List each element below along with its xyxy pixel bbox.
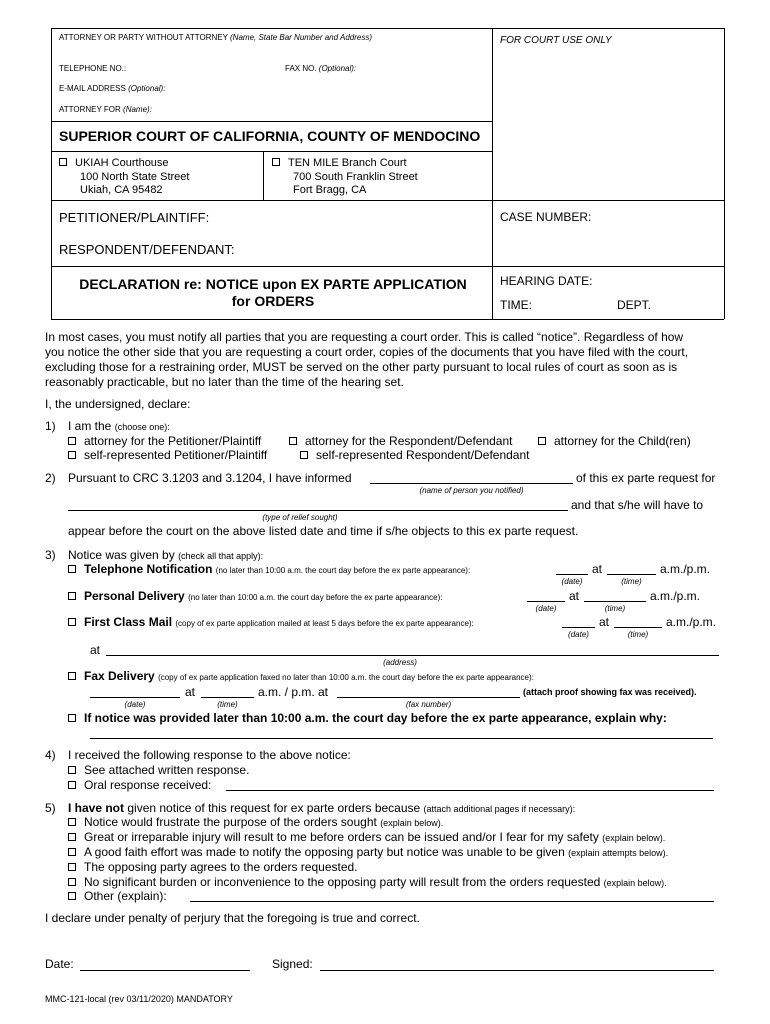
date-caption: (date): [535, 604, 557, 613]
checkbox[interactable]: [300, 451, 308, 459]
ampm-label: a.m./p.m.: [650, 589, 701, 603]
item2-text: Pursuant to CRC 3.1203 and 3.1204, I have informed: [68, 471, 352, 485]
oral-response-line[interactable]: [226, 790, 714, 791]
fax-delivery-option[interactable]: Fax Delivery (copy of ex parte application faxed no later than 10:00 a.m. the court day before the ex parte appearance):: [68, 669, 534, 683]
date-caption: (date): [561, 577, 583, 586]
fax-label: FAX NO. (Optional):: [285, 64, 357, 73]
notified-person-caption: (name of person you notified): [419, 486, 524, 495]
item1-opt-petitioner-attorney[interactable]: attorney for the Petitioner/Plaintiff: [68, 434, 261, 448]
hearing-date-label: HEARING DATE:: [500, 274, 593, 288]
declare-text: I, the undersigned, declare:: [45, 397, 191, 411]
item5-opt-good-faith[interactable]: A good faith effort was made to notify the opposing party but notice was unable to be given (explain attempts below).: [68, 845, 668, 859]
mail-date-line[interactable]: [562, 627, 595, 628]
personal-delivery-option[interactable]: Personal Delivery (no later than 10:00 a.m. the court day before the ex parte appearance):: [68, 589, 442, 603]
ukiah-courthouse-option[interactable]: UKIAH Courthouse 100 North State Street Ukiah, CA 95482: [59, 157, 189, 198]
time-caption: (time): [621, 577, 642, 586]
relief-line[interactable]: [68, 510, 568, 511]
tenmile-court-option[interactable]: TEN MILE Branch Court 700 South Franklin Street Fort Bragg, CA: [272, 157, 418, 198]
date-label: Date:: [45, 957, 74, 971]
checkbox[interactable]: [59, 158, 67, 166]
tel-time-line[interactable]: [607, 574, 656, 575]
time-caption: (time): [604, 604, 626, 613]
item2-after2: and that s/he will have to: [571, 498, 704, 512]
email-label: E-MAIL ADDRESS (Optional):: [59, 84, 166, 93]
ampm-label: a.m./p.m.: [666, 615, 717, 629]
time-caption: (time): [627, 630, 649, 639]
checkbox[interactable]: [68, 848, 76, 856]
date-caption: (date): [124, 700, 146, 709]
item1-number: 1): [45, 419, 56, 433]
perjury-statement: I declare under penalty of perjury that the foregoing is true and correct.: [45, 911, 420, 925]
other-explain-line[interactable]: [190, 901, 714, 902]
checkbox[interactable]: [68, 892, 76, 900]
item3-number: 3): [45, 548, 56, 562]
attorney-label: ATTORNEY OR PARTY WITHOUT ATTORNEY (Name, State Bar Number and Address): [59, 33, 372, 42]
item4-opt-oral[interactable]: Oral response received:: [68, 778, 211, 792]
first-class-mail-option[interactable]: First Class Mail (copy of ex parte application mailed at least 5 days before the ex parte appearance):: [68, 615, 474, 629]
signed-label: Signed:: [272, 957, 313, 971]
fax-proof-note: (attach proof showing fax was received).: [523, 687, 697, 697]
checkbox[interactable]: [68, 878, 76, 886]
at-label: at: [185, 685, 196, 699]
item5-opt-other[interactable]: Other (explain):: [68, 889, 167, 903]
checkbox[interactable]: [68, 437, 76, 445]
at-label: at: [592, 562, 603, 576]
relief-caption: (type of relief sought): [262, 513, 338, 522]
item3-label: Notice was given by (check all that apply):: [68, 548, 264, 562]
dept-label: DEPT.: [617, 298, 652, 312]
intro-paragraph: In most cases, you must notify all parties that you are requesting a court order. This is called “notice”. Regardless of how you notice the other side that you are requesting a court order, copies of the documents that you have filed with the court, excluding those for a restraining order, MUST be served on the other party pursuant to local rules of court as soon as is reasonably practicable, but no later than the time of the hearing set.: [45, 330, 689, 389]
item1-opt-child-attorney[interactable]: attorney for the Child(ren): [538, 434, 691, 448]
checkbox[interactable]: [68, 592, 76, 600]
fax-ampm-label: a.m. / p.m. at: [258, 685, 329, 699]
item1-label: I am the (choose one):: [68, 419, 170, 433]
checkbox[interactable]: [68, 766, 76, 774]
ampm-label: a.m./p.m.: [660, 562, 711, 576]
address-caption: (address): [383, 658, 417, 667]
fax-date-line[interactable]: [90, 697, 180, 698]
checkbox[interactable]: [68, 618, 76, 626]
item5-opt-agrees[interactable]: The opposing party agrees to the orders requested.: [68, 860, 358, 874]
item5-label: I have not given notice of this request for ex parte orders because (attach additional pages if necessary):: [68, 801, 576, 815]
petitioner-label: PETITIONER/PLAINTIFF:: [59, 210, 210, 225]
item1-opt-self-petitioner[interactable]: self-represented Petitioner/Plaintiff: [68, 448, 267, 462]
checkbox[interactable]: [68, 781, 76, 789]
at-label: at: [90, 643, 101, 657]
item4-opt-written[interactable]: See attached written response.: [68, 763, 249, 777]
tel-date-line[interactable]: [556, 574, 588, 575]
checkbox[interactable]: [68, 714, 76, 722]
item2-number: 2): [45, 471, 56, 485]
checkbox[interactable]: [68, 833, 76, 841]
checkbox[interactable]: [68, 565, 76, 573]
checkbox[interactable]: [289, 437, 297, 445]
checkbox[interactable]: [272, 158, 280, 166]
item1-opt-self-respondent[interactable]: self-represented Respondent/Defendant: [300, 448, 529, 462]
mail-time-line[interactable]: [614, 627, 662, 628]
item4-number: 4): [45, 748, 56, 762]
form-title: DECLARATION re: NOTICE upon EX PARTE APPLICATION for ORDERS: [79, 276, 467, 309]
item5-opt-injury[interactable]: Great or irreparable injury will result to me before orders can be issued and/or I fear for my safety (explain below).: [68, 830, 665, 844]
time-label: TIME:: [500, 298, 532, 312]
checkbox[interactable]: [68, 672, 76, 680]
case-number-label: CASE NUMBER:: [500, 210, 592, 224]
item5-opt-no-burden[interactable]: No significant burden or inconvenience to the opposing party will result from the orders requested (explain below).: [68, 875, 667, 889]
checkbox[interactable]: [68, 451, 76, 459]
fax-number-line[interactable]: [337, 697, 520, 698]
item5-number: 5): [45, 801, 56, 815]
late-notice-option[interactable]: If notice was provided later than 10:00 a.m. the court day before the ex parte appearance, explain why:: [68, 711, 667, 725]
item1-opt-respondent-attorney[interactable]: attorney for the Respondent/Defendant: [289, 434, 512, 448]
court-title: SUPERIOR COURT OF CALIFORNIA, COUNTY OF MENDOCINO: [59, 128, 481, 144]
checkbox[interactable]: [68, 818, 76, 826]
date-caption: (date): [568, 630, 589, 639]
court-use-label: FOR COURT USE ONLY: [500, 35, 612, 46]
at-label: at: [569, 589, 580, 603]
date-line[interactable]: [80, 970, 250, 971]
respondent-label: RESPONDENT/DEFENDANT:: [59, 242, 235, 257]
item2-line3: appear before the court on the above listed date and time if s/he objects to this ex parte request.: [68, 524, 579, 538]
signature-line[interactable]: [320, 970, 714, 971]
mail-address-line[interactable]: [106, 655, 719, 656]
personal-time-line[interactable]: [584, 601, 646, 602]
fax-number-caption: (fax number): [405, 700, 452, 709]
item2-after: of this ex parte request for: [576, 471, 716, 485]
checkbox[interactable]: [68, 863, 76, 871]
at-label: at: [599, 615, 610, 629]
late-explain-line[interactable]: [90, 738, 713, 739]
notified-person-line[interactable]: [370, 483, 573, 484]
attorney-for-label: ATTORNEY FOR (Name):: [59, 105, 152, 114]
telephone-notification-option[interactable]: Telephone Notification (no later than 10:00 a.m. the court day before the ex parte appearance):: [68, 562, 470, 576]
item4-label: I received the following response to the above notice:: [68, 748, 351, 762]
fax-time-line[interactable]: [201, 697, 254, 698]
item5-opt-frustrate[interactable]: Notice would frustrate the purpose of the orders sought (explain below).: [68, 815, 443, 829]
checkbox[interactable]: [538, 437, 546, 445]
personal-date-line[interactable]: [527, 601, 565, 602]
form-id: MMC-121-local (rev 03/11/2020) MANDATORY: [45, 994, 233, 1004]
time-caption: (time): [217, 700, 238, 709]
telephone-label: TELEPHONE NO.:: [59, 64, 127, 73]
